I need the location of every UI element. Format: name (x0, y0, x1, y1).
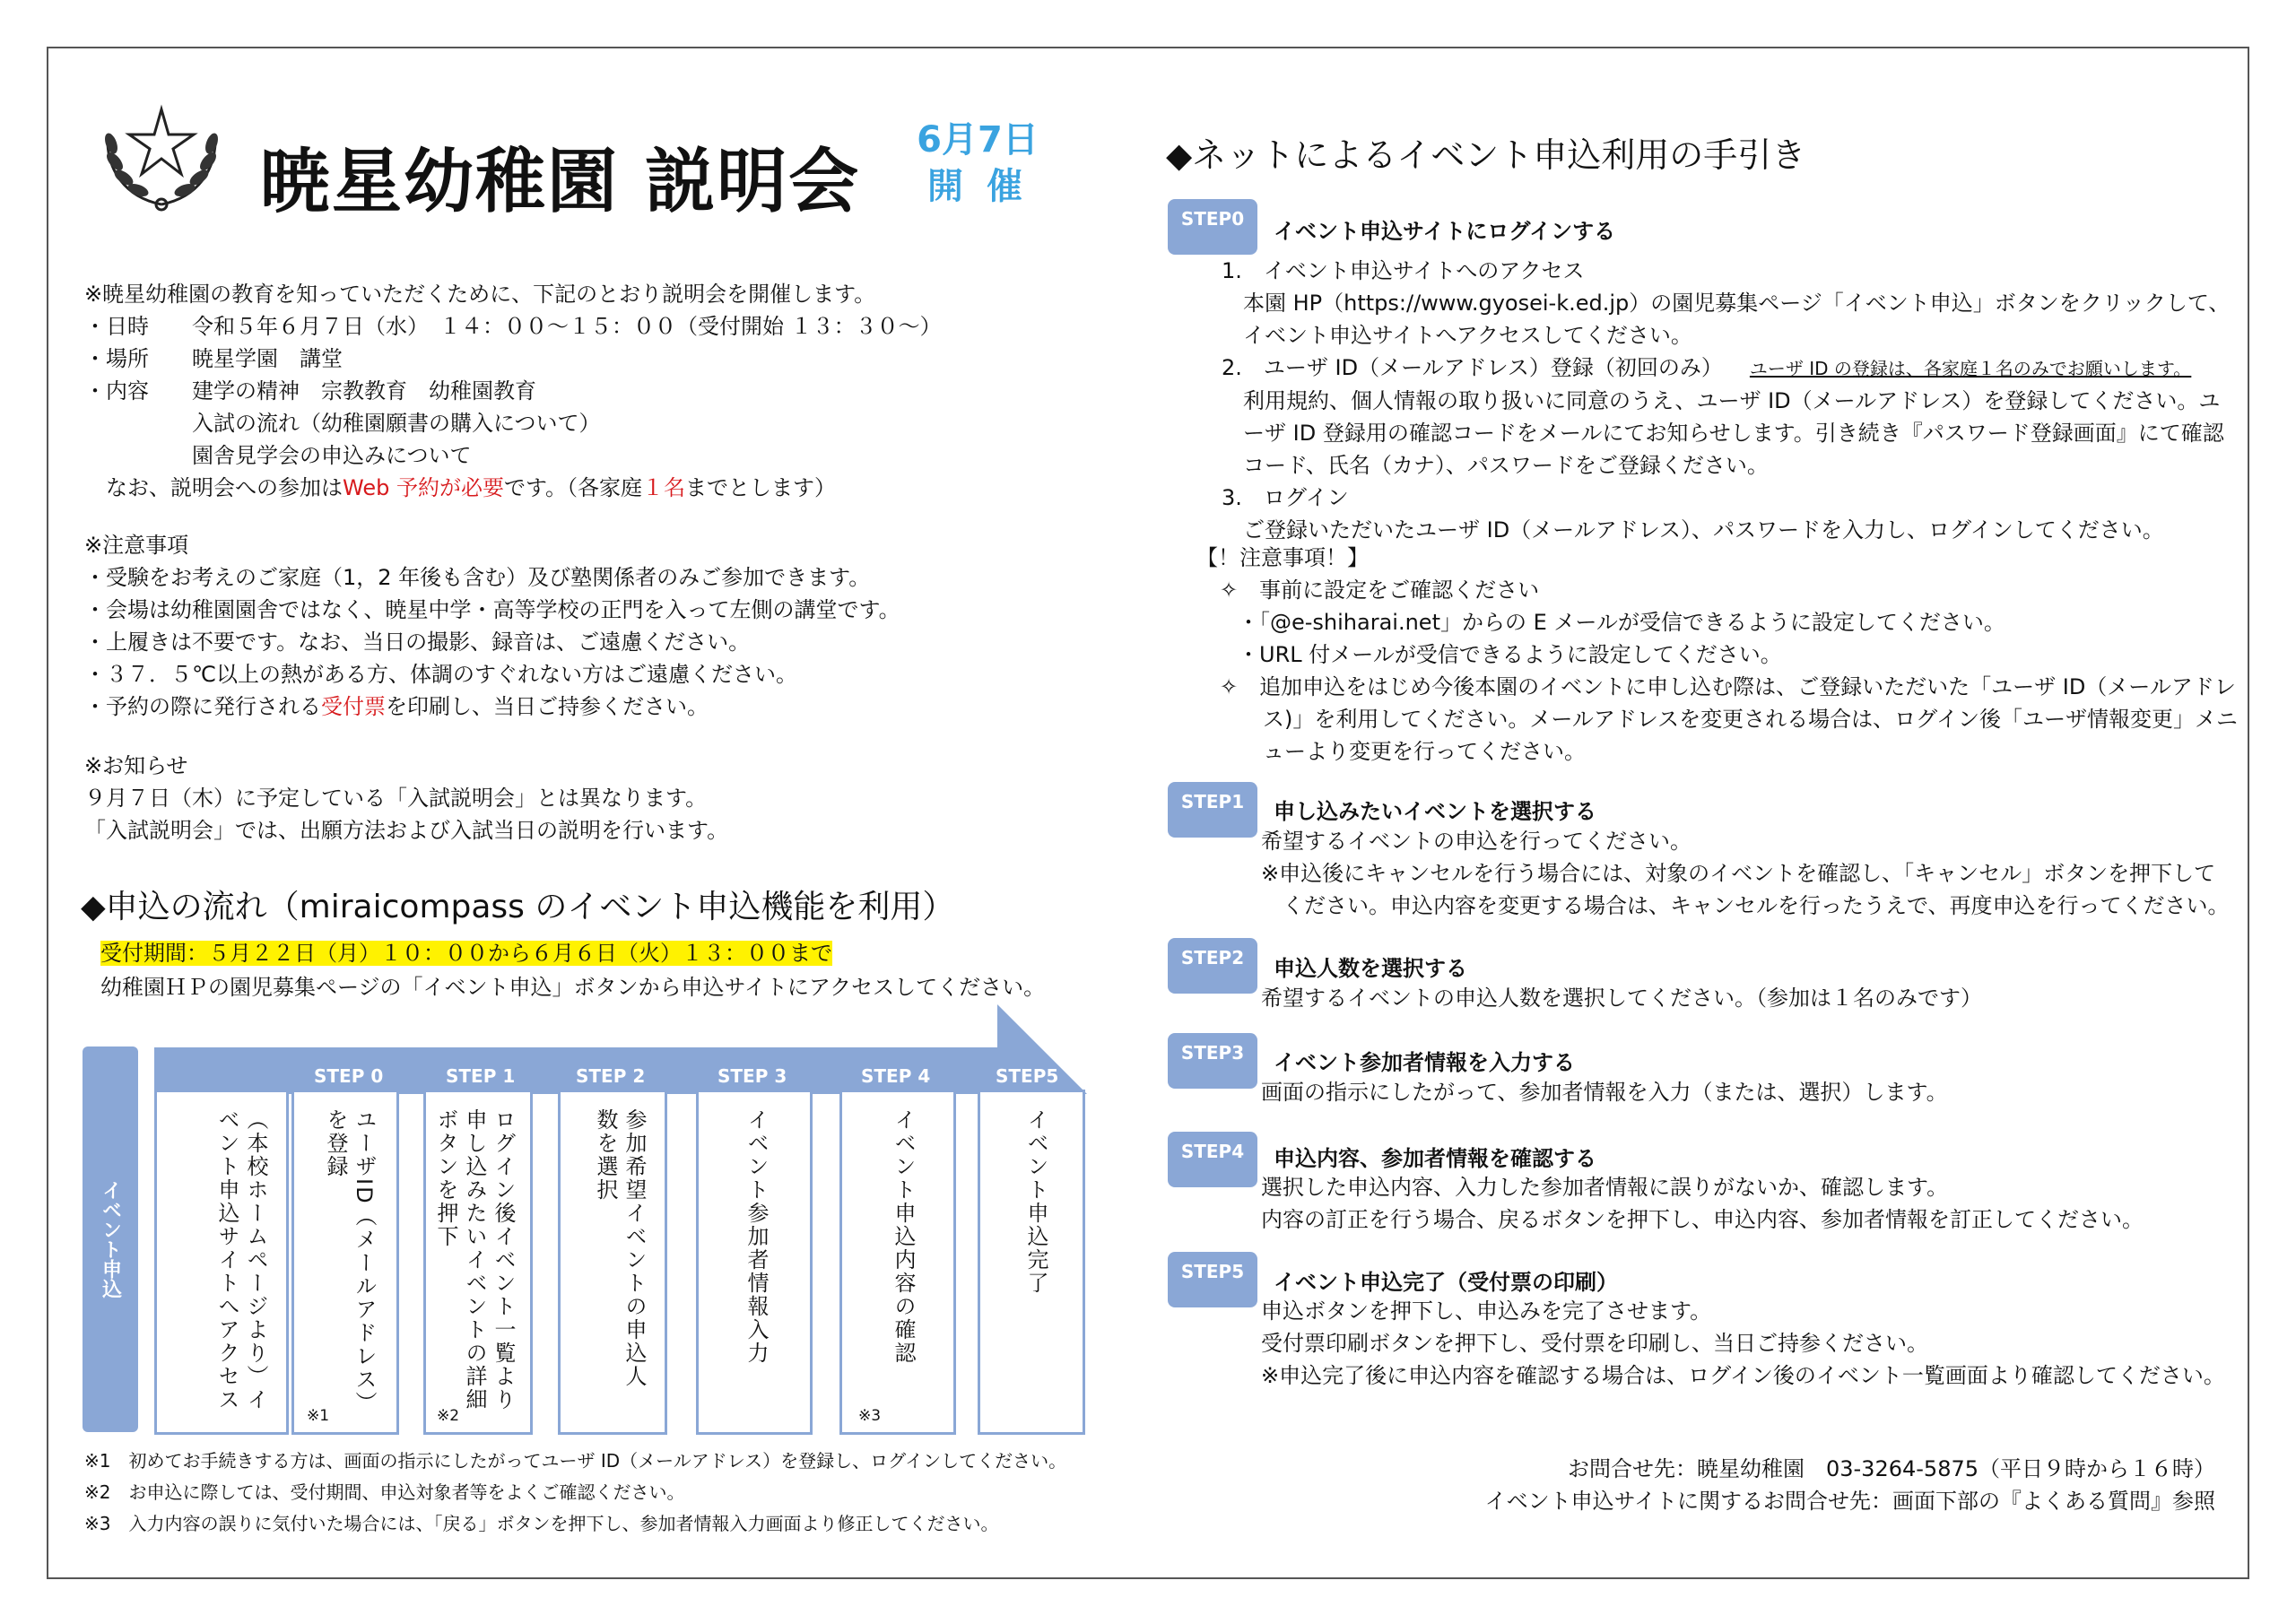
caution-line: ・上履きは不要です。なお、当日の撮影、録音は、ご遠慮ください。 (84, 630, 751, 655)
footnote: ※3 入力内容の誤りに気付いた場合には、「戻る」ボタンを押下し、参加者情報入力画面より修正してください。 (84, 1513, 999, 1534)
step0-line: 本園 HP（https://www.gyosei-k.ed.jp）の園児募集ページ「イベント申込」ボタンをクリックして、 (1243, 291, 2231, 316)
guide-step5-title: イベント申込完了（受付票の印刷） (1274, 1270, 1618, 1295)
flow-step-box (978, 1090, 1085, 1435)
web-note-text: までとします） (685, 475, 837, 500)
flow-footnotes (84, 1446, 1066, 1540)
flow-heading: ◆申込の流れ（miraicompass のイベント申込機能を利用） (81, 889, 955, 925)
step1-line: ください。申込内容を変更する場合は、キャンセルを行ったうえで、再度申込を行ってください。 (1283, 893, 2230, 918)
step0-line: イベント申込サイトへアクセスしてください。 (1243, 323, 1692, 348)
guide-heading: ◆ネットによるイベント申込利用の手引き (1166, 135, 1806, 175)
step0-line: ーザ ID 登録用の確認コードをメールにてお知らせします。引き続き『パスワード登録画面』にて確認 (1243, 421, 2224, 446)
guide-step2-title: 申込人数を選択する (1274, 956, 1467, 981)
step0-line: コード、氏名（カナ）、パスワードをご登録ください。 (1243, 453, 1769, 478)
guide-step3-badge: STEP3 (1168, 1033, 1257, 1089)
step0-caution-line: ス)」を利用してください。メールアドレスを変更される場合は、ログイン後「ユーザ情報変更」メニ (1263, 707, 2238, 732)
flow-step-text: イベント参加者情報入力 (744, 1108, 769, 1365)
page-title: 暁星幼稚園 説明会 (260, 142, 861, 222)
step0-line: 3. ログイン (1222, 485, 1349, 510)
guide-step5-body (1261, 1295, 2225, 1392)
guide-step2-badge: STEP2 (1168, 938, 1257, 994)
guide-step1-badge: STEP1 (1168, 782, 1257, 838)
flow-step-box (839, 1090, 956, 1435)
step0-line: ご登録いただいたユーザ ID（メールアドレス）、パスワードを入力し、ログインしてください。 (1243, 517, 2164, 543)
flow-step-note: ※2 (437, 1407, 460, 1425)
step5-line: 申込ボタンを押下し、申込みを完了させます。 (1261, 1298, 1712, 1324)
caution-line: ・３７．５℃以上の熱がある方、体調のすぐれない方はご遠慮ください。 (84, 662, 797, 687)
flow-step-label: STEP 2 (576, 1065, 646, 1087)
guide-step3-title: イベント参加者情報を入力する (1274, 1050, 1575, 1075)
step2-line: 希望するイベントの申込人数を選択してください。（参加は１名のみです） (1261, 986, 1982, 1011)
ticket-note-emphasis: 受付票 (321, 694, 386, 719)
web-reservation-note (84, 472, 942, 504)
event-date (897, 117, 1058, 210)
flow-step-box (423, 1090, 533, 1435)
intro-place: ・場所 暁星学園 講堂 (84, 346, 343, 371)
step0-line: 利用規約、個人情報の取り扱いに同意のうえ、ユーザ ID（メールアドレス）を登録してください。ユ (1243, 388, 2221, 413)
cautions-section (84, 529, 900, 723)
guide-step1-body (1261, 825, 2230, 922)
step1-line: ※申込後にキャンセルを行う場合には、対象のイベントを確認し、「キャンセル」ボタンを押下して (1261, 861, 2216, 886)
flow-side-label: イベント申込 (83, 1046, 138, 1432)
web-note-emphasis: Web 予約が必要 (343, 475, 504, 500)
cautions-heading: ※注意事項 (84, 533, 189, 558)
notice-section (84, 750, 728, 847)
step0-caution-line: ✧ 追加申込をはじめ今後本園のイベントに申し込む際は、ご登録いただいた「ユーザ ID（メールアドレ (1220, 674, 2236, 699)
web-note-emphasis: １名 (642, 475, 686, 500)
caution-line: ・会場は幼稚園園舎ではなく、暁星中学・高等学校の正門を入って左側の講堂です。 (84, 597, 900, 622)
ticket-note-text: ・予約の際に発行される (84, 694, 321, 719)
step0-caution-line: ・「@e-shiharai.net」からの E メールが受信できるように設定してください。 (1238, 610, 2005, 635)
flow-step-note: ※3 (858, 1407, 882, 1425)
step0-caution-line: ューより変更を行ってください。 (1263, 739, 1586, 764)
event-date-day: 6月7日 (917, 119, 1039, 161)
intro-section (84, 278, 942, 504)
contact-line: イベント申込サイトに関するお問合せ先：画面下部の『よくある質問』参照 (1484, 1489, 2215, 1514)
intro-line: ※暁星幼稚園の教育を知っていただくために、下記のとおり説明会を開催します。 (84, 282, 876, 307)
step4-line: 選択した申込内容、入力した参加者情報に誤りがないか、確認します。 (1261, 1175, 1949, 1200)
step0-cautions (1196, 542, 2238, 768)
guide-step4-badge: STEP4 (1168, 1132, 1257, 1187)
application-period (100, 937, 832, 969)
step4-line: 内容の訂正を行う場合、戻るボタンを押下し、申込内容、参加者情報を訂正してください。 (1261, 1207, 2144, 1232)
flow-step-text: 参加希望イベントの申込人数を選択 (593, 1108, 647, 1388)
ticket-note-text: を印刷し、当日ご持参ください。 (386, 694, 709, 719)
flow-step-label: STEP 4 (861, 1065, 931, 1087)
step5-line: 受付票印刷ボタンを押下し、受付票を印刷し、当日ご持参ください。 (1261, 1331, 1928, 1356)
flow-step-label: STEP 0 (314, 1065, 384, 1087)
step0-small-note: ユーザ ID の登録は、各家庭１名のみでお願いします。 (1749, 358, 2192, 379)
flow-step-note: ※1 (307, 1407, 330, 1425)
flow-step-text: イベント申込内容の確認 (891, 1108, 916, 1365)
intro-content-line: 入試の流れ（幼稚園願書の購入について） (84, 411, 601, 436)
step0-line: 1. イベント申込サイトへのアクセス (1222, 258, 1585, 283)
event-date-held: 開 催 (927, 166, 1028, 207)
contact-section (1485, 1453, 2215, 1517)
flow-step-box (154, 1090, 289, 1435)
flow-step-text: ユーザID（メールアドレス）を登録 (323, 1108, 377, 1404)
guide-step0-title: イベント申込サイトにログインする (1274, 219, 1616, 244)
footnote: ※1 初めてお手続きする方は、画面の指示にしたがってユーザ ID（メールアドレス）を登録し、ログインしてください。 (84, 1450, 1067, 1472)
access-note: 幼稚園ＨＰの園児募集ページの「イベント申込」ボタンから申込サイトにアクセスしてください。 (100, 975, 1046, 1000)
step0-caution-line: ✧ 事前に設定をご確認ください (1220, 578, 1540, 603)
flow-step-label: STEP 3 (718, 1065, 787, 1087)
web-note-text: です。（各家庭 (503, 475, 643, 500)
ticket-note (84, 690, 900, 723)
notice-heading: ※お知らせ (84, 753, 188, 778)
web-note-text: なお、説明会への参加は (84, 475, 343, 500)
school-emblem-icon (90, 99, 233, 215)
intro-datetime: ・日時 令和５年６月７日（水） １４：００〜１５：００（受付開始 １３：３０〜） (84, 314, 942, 339)
footnote: ※2 お申込に際しては、受付期間、申込対象者等をよくご確認ください。 (84, 1481, 685, 1503)
intro-content: ・内容 建学の精神 宗教教育 幼稚園教育 (84, 378, 536, 404)
guide-step4-body (1261, 1171, 2144, 1236)
flow-step-box (558, 1090, 667, 1435)
flow-step-box (696, 1090, 813, 1435)
notice-line: 「入試説明会」では、出願方法および入試当日の説明を行います。 (84, 818, 729, 843)
flow-step-label: STEP 1 (446, 1065, 516, 1087)
step0-line-text: 2. ユーザ ID（メールアドレス）登録（初回のみ） (1222, 355, 1723, 380)
flow-step-text: イベント申込完了 (1023, 1108, 1048, 1295)
step0-caution-line: ・URL 付メールが受信できるように設定してください。 (1238, 642, 1782, 667)
guide-step4-title: 申込内容、参加者情報を確認する (1274, 1146, 1596, 1171)
flow-step-text: ログイン後イベント一覧より申し込みたいイベントの詳細ボタンを押下 (433, 1108, 516, 1411)
guide-step1-title: 申し込みたいイベントを選択する (1274, 799, 1596, 824)
application-period-text: 受付期間：５月２２日（月）１０：００から６月６日（火）１３：００まで (100, 941, 832, 966)
step1-line: 希望するイベントの申込を行ってください。 (1261, 829, 1692, 854)
step5-line: ※申込完了後に申込内容を確認する場合は、ログイン後のイベント一覧画面より確認してください。 (1261, 1363, 2225, 1388)
step0-caution-heading: 【！注意事項！】 (1196, 545, 1369, 570)
guide-step0-body (1222, 255, 2235, 546)
flow-step-label: STEP5 (996, 1065, 1059, 1087)
caution-line: ・受験をお考えのご家庭（1，2 年後も含む）及び塾関係者のみご参加できます。 (84, 565, 871, 590)
intro-content-line: 園舎見学会の申込みについて (84, 443, 472, 468)
guide-step0-badge: STEP0 (1168, 199, 1257, 255)
step0-line (1222, 352, 2235, 385)
notice-line: ９月７日（木）に予定している「入試説明会」とは異なります。 (84, 786, 708, 811)
flow-step-text: （本校ホームページより）イベント申込サイトへアクセス (214, 1108, 268, 1411)
step3-line: 画面の指示にしたがって、参加者情報を入力（または、選択）します。 (1261, 1080, 1948, 1105)
guide-step5-badge: STEP5 (1168, 1252, 1257, 1307)
contact-line: お問合せ先：暁星幼稚園 03-3264-5875（平日９時から１６時） (1567, 1456, 2215, 1481)
flow-step-box (291, 1090, 399, 1435)
